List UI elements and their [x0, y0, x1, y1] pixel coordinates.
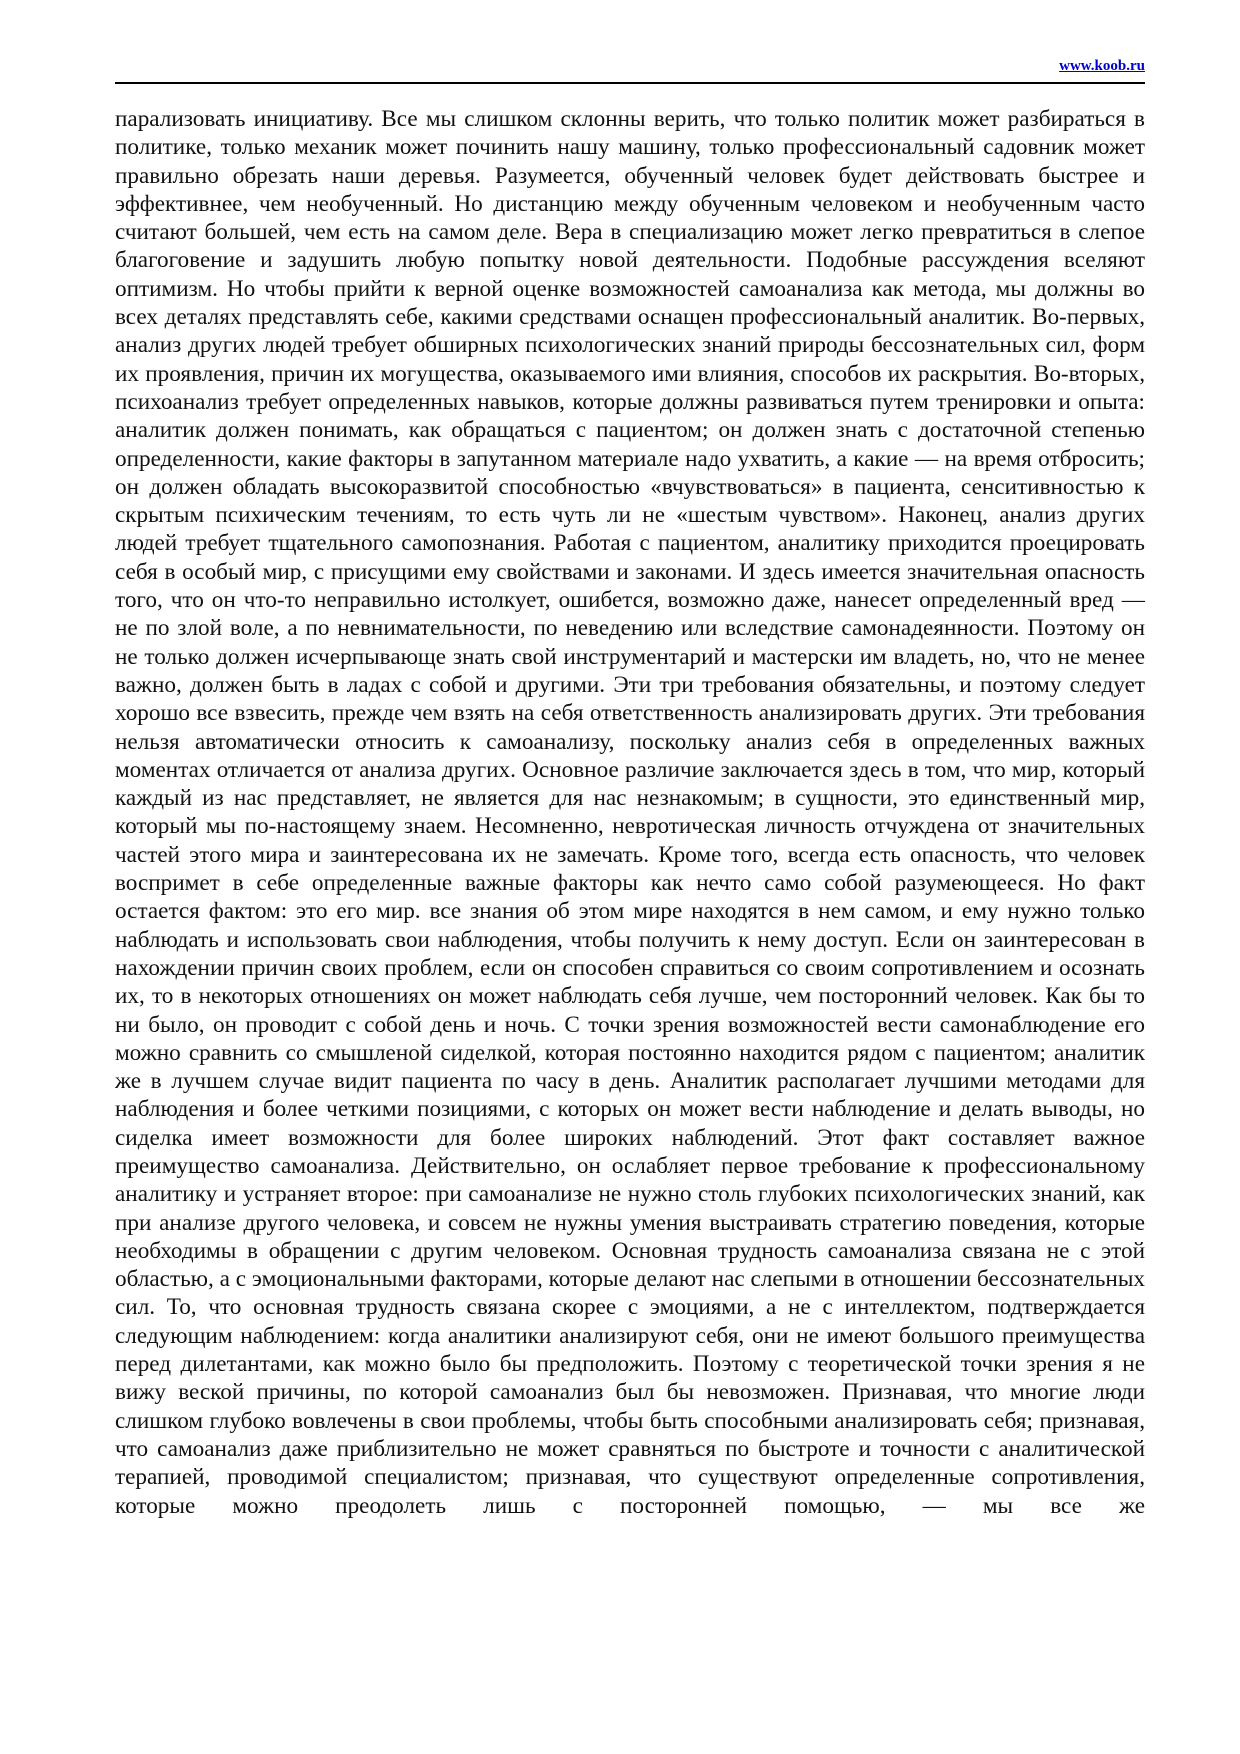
- site-link[interactable]: www.koob.ru: [1059, 58, 1145, 74]
- page-header: [115, 54, 1145, 84]
- body-paragraph: парализовать инициативу. Все мы слишком склонны верить, что только политик может разбираться в политике, только механик может починить нашу машину, только профессиональный садовник может правильно обрезать наши деревья. Разумеется, обученный человек будет действовать быстрее и эффективнее, чем необученный. Но дистанцию между обученным человеком и необученным часто считают большей, чем есть на самом деле. Вера в специализацию может легко превратиться в слепое благоговение и задушить любую попытку новой деятельности. Подобные рассуждения вселяют оптимизм. Но чтобы прийти к верной оценке возможностей самоанализа как метода, мы должны во всех деталях представлять себе, какими средствами оснащен профессиональный аналитик. Во-первых, анализ других людей требует обширных психологических знаний природы бессознательных сил, форм их проявления, причин их могущества, оказываемого ими влияния, способов их раскрытия. Во-вторых, психоанализ требует определенных навыков, которые должны развиваться путем тренировки и опыта: аналитик должен понимать, как обращаться с пациентом; он должен знать с достаточной степенью определенности, какие факторы в запутанном материале надо ухватить, а какие — на время отбросить; он должен обладать высокоразвитой способностью «вчувствоваться» в пациента, сенситивностью к скрытым психическим течениям, то есть чуть ли не «шестым чувством». Наконец, анализ других людей требует тщательного самопознания. Работая с пациентом, аналитику приходится проецировать себя в особый мир, с присущими ему свойствами и законами. И здесь имеется значительная опасность того, что он что-то неправильно истолкует, ошибется, возможно даже, нанесет определенный вред — не по злой воле, а по невнимательности, по неведению или вследствие самонадеянности. Поэтому он не только должен исчерпывающе знать свой инструментарий и мастерски им владеть, но, что не менее важно, должен быть в ладах с собой и другими. Эти три требования обязательны, и поэтому следует хорошо все взвесить, прежде чем взять на себя ответственность анализировать других. Эти требования нельзя автоматически относить к самоанализу, поскольку анализ себя в определенных важных моментах отличается от анализа других. Основное различие заключается здесь в том, что мир, который каждый из нас представляет, не является для нас незнакомым; в сущности, это единственный мир, который мы по-настоящему знаем. Несомненно, невротическая личность отчуждена от значительных частей этого мира и заинтересована их не замечать. Кроме того, всегда есть опасность, что человек воспримет в себе определенные важные факторы как нечто само собой разумеющееся. Но факт остается фактом: это его мир. все знания об этом мире находятся в нем самом, и ему нужно только наблюдать и использовать свои наблюдения, чтобы получить к нему доступ. Если он заинтересован в нахождении причин своих проблем, если он способен справиться со своим сопротивлением и осознать их, то в некоторых отношениях он может наблюдать себя лучше, чем посторонний человек. Как бы то ни было, он проводит с собой день и ночь. С точки зрения возможностей вести самонаблюдение его можно сравнить со смышленой сиделкой, которая постоянно находится рядом с пациентом; аналитик же в лучшем случае видит пациента по часу в день. Аналитик располагает лучшими методами для наблюдения и более четкими позициями, с которых он может вести наблюдение и делать выводы, но сиделка имеет возможности для более широких наблюдений. Этот факт составляет важное преимущество самоанализа. Действительно, он ослабляет первое требование к профессиональному аналитику и устраняет второе: при самоанализе не нужно столь глубоких психологических знаний, как при анализе другого человека, и совсем не нужны умения выстраивать стратегию поведения, которые необходимы в обращении с другим человеком. Основная трудность самоанализа связана не с этой областью, а с эмоциональными факторами, которые делают нас слепыми в отношении бессознательных сил. То, что основная трудность связана скорее с эмоциями, а не с интеллектом, подтверждается следующим наблюдением: когда аналитики анализируют себя, они не имеют большого преимущества перед дилетантами, как можно было бы предположить. Поэтому с теоретической точки зрения я не вижу веской причины, по которой самоанализ был бы невозможен. Признавая, что многие люди слишком глубоко вовлечены в свои проблемы, чтобы быть способными анализировать себя; признавая, что самоанализ даже приблизительно не может сравняться по быстроте и точности с аналитической терапией, проводимой специалистом; признавая, что существуют определенные сопротивления, которые можно преодолеть лишь с посторонней помощью, — мы все же: [115, 106, 1145, 1519]
